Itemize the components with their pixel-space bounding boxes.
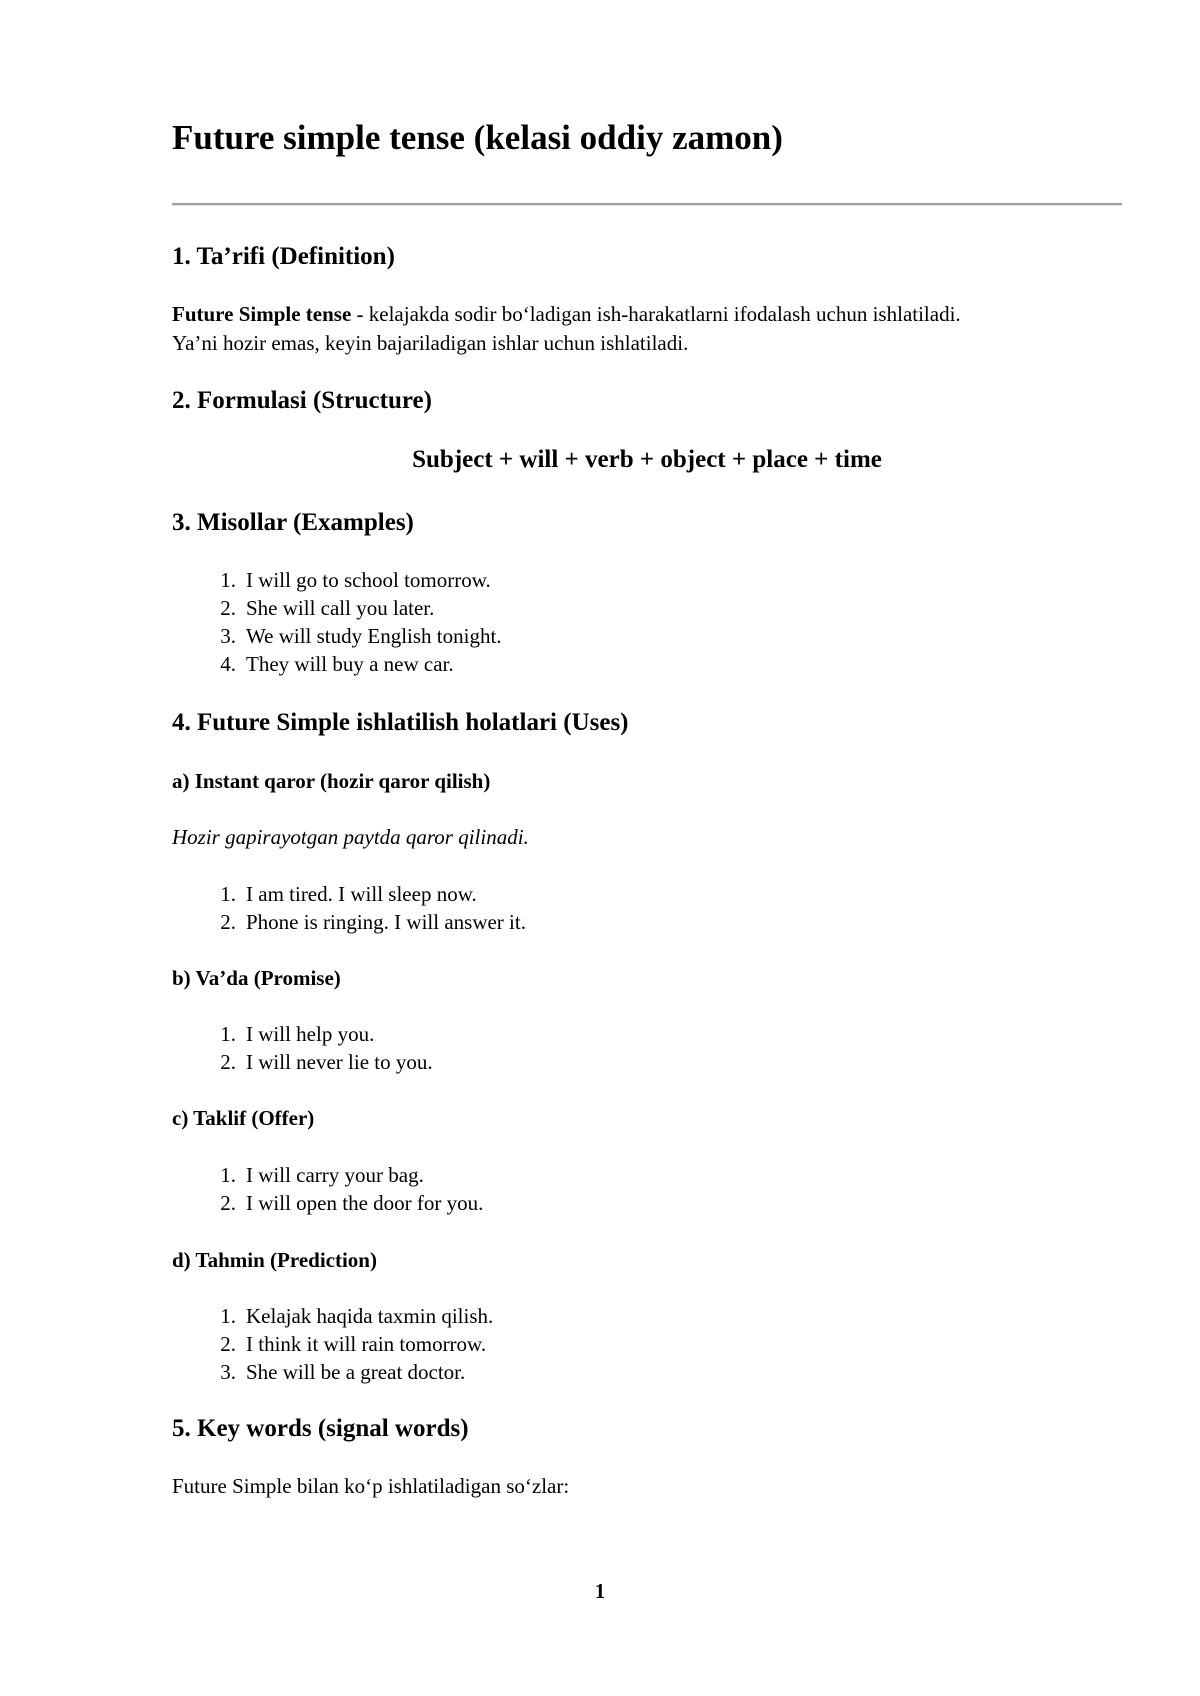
definition-line-1	[172, 300, 1132, 329]
list-number: 1.	[220, 568, 236, 592]
list-item	[172, 1048, 433, 1076]
structure-formula: Subject + will + verb + object + place + time	[412, 446, 882, 473]
use-d-list	[172, 1302, 493, 1386]
list-text: They will buy a new car.	[246, 652, 454, 676]
list-item	[172, 880, 526, 908]
use-a-heading: a) Instant qaror (hozir qaror qilish)	[172, 769, 491, 793]
definition-line-2: Ya’ni hozir emas, keyin bajariladigan ishlar uchun ishlatiladi.	[172, 331, 689, 355]
list-item	[172, 1189, 483, 1217]
list-number: 1.	[220, 1304, 236, 1328]
list-text: Kelajak haqida taxmin qilish.	[246, 1304, 494, 1328]
list-item	[172, 1161, 483, 1189]
section-3-heading: 3. Misollar (Examples)	[172, 509, 414, 536]
title-divider	[172, 203, 1122, 206]
examples-list	[172, 566, 502, 678]
list-text: She will call you later.	[246, 596, 435, 620]
use-c-heading: c) Taklif (Offer)	[172, 1106, 315, 1130]
list-text: She will be a great doctor.	[246, 1360, 466, 1384]
definition-text: - kelajakda sodir bo‘ladigan ish-harakatlarni ifodalash uchun ishlatiladi.	[351, 302, 961, 326]
use-d-heading: d) Tahmin (Prediction)	[172, 1248, 377, 1272]
list-item	[172, 622, 502, 650]
section-1-heading: 1. Ta’rifi (Definition)	[172, 243, 395, 270]
list-number: 2.	[220, 1332, 236, 1356]
definition-term: Future Simple tense	[172, 302, 352, 326]
use-c-list	[172, 1161, 483, 1217]
use-a-note: Hozir gapirayotgan paytda qaror qilinadi.	[172, 825, 529, 849]
list-text: We will study English tonight.	[246, 624, 502, 648]
list-text: I will open the door for you.	[246, 1191, 484, 1215]
list-item	[172, 566, 502, 594]
use-b-heading: b) Va’da (Promise)	[172, 966, 341, 990]
use-a-list	[172, 880, 526, 936]
list-number: 1.	[220, 1022, 236, 1046]
list-item	[172, 594, 502, 622]
list-item	[172, 1020, 433, 1048]
list-number: 2.	[220, 910, 236, 934]
list-text: I think it will rain tomorrow.	[246, 1332, 487, 1356]
list-item	[172, 1358, 493, 1386]
page-number: 1	[594, 1579, 606, 1603]
section-5-heading: 5. Key words (signal words)	[172, 1415, 469, 1442]
list-number: 3.	[220, 624, 236, 648]
list-text: I will never lie to you.	[246, 1050, 433, 1074]
list-number: 1.	[220, 882, 236, 906]
list-number: 2.	[220, 1191, 236, 1215]
list-number: 1.	[220, 1163, 236, 1187]
section-2-heading: 2. Formulasi (Structure)	[172, 387, 432, 414]
use-b-list	[172, 1020, 433, 1076]
page-title: Future simple tense (kelasi oddiy zamon)	[172, 118, 783, 157]
list-number: 2.	[220, 596, 236, 620]
key-words-intro: Future Simple bilan ko‘p ishlatiladigan so‘zlar:	[172, 1474, 570, 1498]
list-item	[172, 1302, 493, 1330]
list-text: I will go to school tomorrow.	[246, 568, 491, 592]
list-number: 2.	[220, 1050, 236, 1074]
list-number: 3.	[220, 1360, 236, 1384]
list-number: 4.	[220, 652, 236, 676]
list-text: Phone is ringing. I will answer it.	[246, 910, 526, 934]
section-4-heading: 4. Future Simple ishlatilish holatlari (Uses)	[172, 709, 629, 736]
list-text: I will carry your bag.	[246, 1163, 424, 1187]
list-item	[172, 1330, 493, 1358]
list-item	[172, 650, 502, 678]
list-item	[172, 908, 526, 936]
definition-paragraph	[172, 300, 1132, 358]
list-text: I am tired. I will sleep now.	[246, 882, 477, 906]
list-text: I will help you.	[246, 1022, 375, 1046]
